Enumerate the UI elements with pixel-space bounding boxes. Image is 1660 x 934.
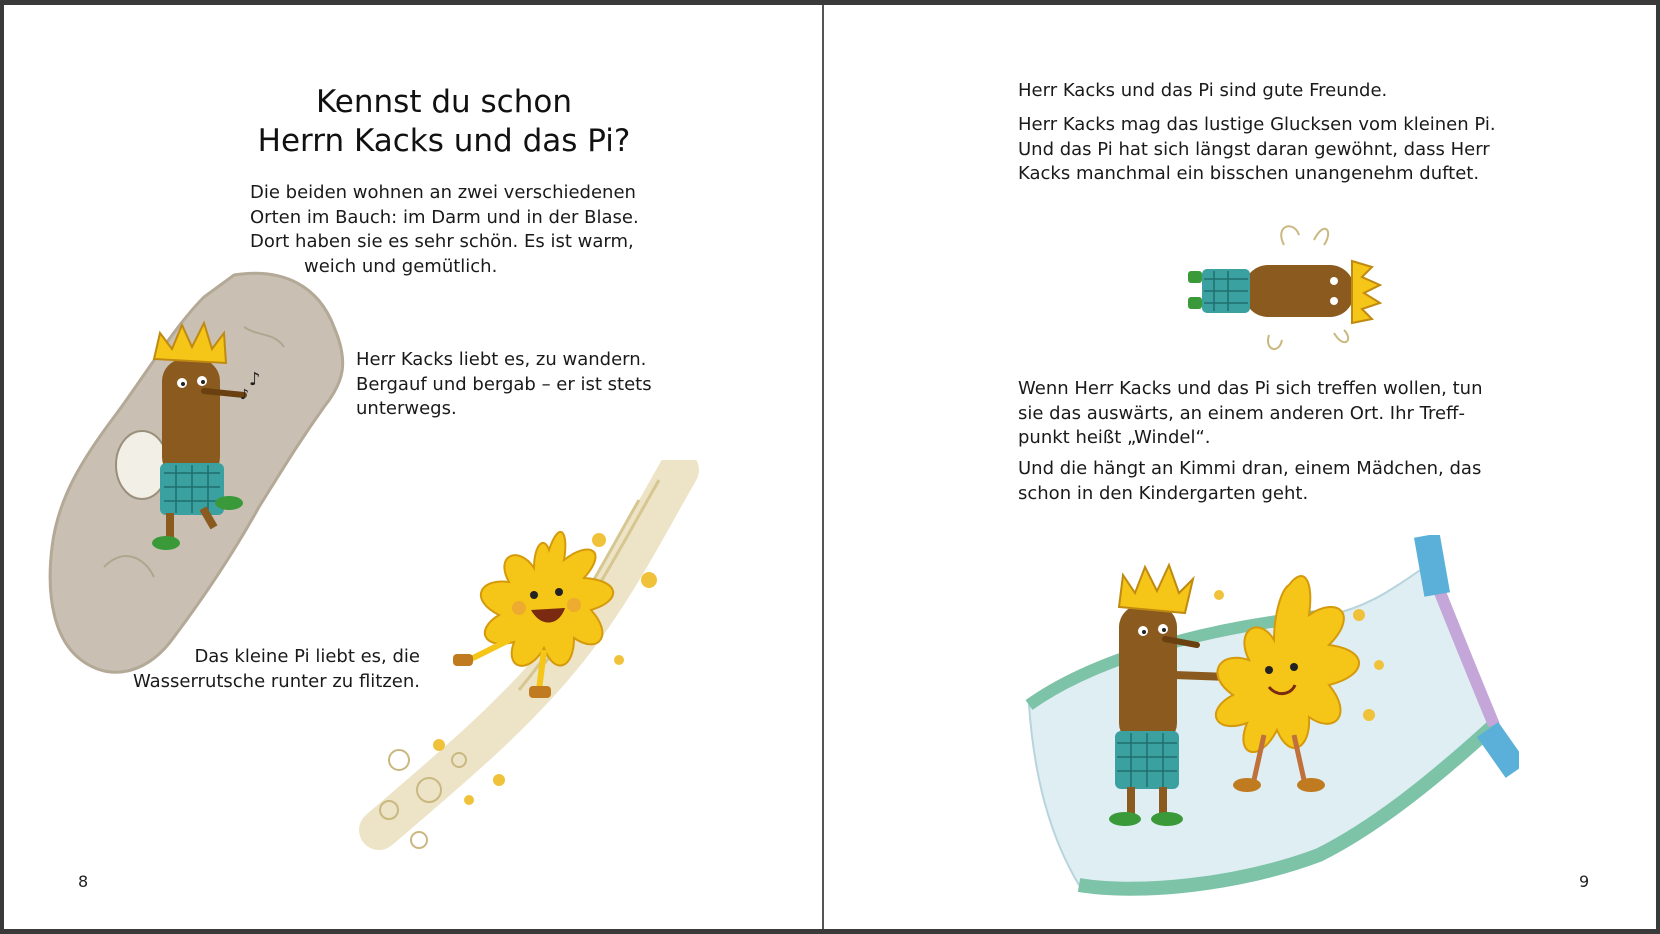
- friends-paragraph: [1018, 79, 1387, 104]
- slide-paragraph: [130, 645, 420, 694]
- right-page: [824, 5, 1656, 929]
- kimmi-paragraph: [1018, 457, 1481, 506]
- intro-paragraph: [250, 181, 639, 279]
- text-line: schon in den Kindergarten geht.: [1018, 482, 1309, 504]
- herr-kacks-climbing-illustration: [44, 267, 354, 682]
- text-line: Bergauf und bergab – er ist stets: [356, 373, 652, 395]
- text-line: Dort haben sie es sehr schön. Es ist warm,: [250, 231, 634, 252]
- text-line: punkt heißt „Windel“.: [1018, 427, 1211, 448]
- text-line: Und die hängt an Kimmi dran, einem Mädchen, das: [1018, 458, 1482, 479]
- text-line: unterwegs.: [356, 398, 457, 419]
- svg-text:♪: ♪: [240, 387, 249, 403]
- diaper-meeting-illustration: [1019, 535, 1519, 925]
- text-line: Die beiden wohnen an zwei verschiedenen: [250, 182, 636, 203]
- text-line: Wenn Herr Kacks und das Pi sich treffen wollen, tun: [1018, 378, 1483, 399]
- text-line: Herr Kacks liebt es, zu wandern.: [356, 349, 647, 370]
- page-number: 9: [1579, 872, 1590, 891]
- text-line: Wasserrutsche runter zu flitzen.: [132, 670, 420, 692]
- gurgle-paragraph: [1018, 113, 1496, 187]
- text-line: Herr Kacks und das Pi sind gute Freunde.: [1018, 80, 1388, 101]
- text-line: Herr Kacks mag das lustige Glucksen vom kleinen Pi.: [1018, 114, 1496, 135]
- book-spread: [4, 5, 1656, 929]
- title-line: Herrn Kacks und das Pi?: [257, 123, 631, 159]
- text-line: Das kleine Pi liebt es, die: [194, 646, 420, 667]
- page-title: [184, 83, 704, 161]
- text-line: Und das Pi hat sich längst daran gewöhnt, dass Herr: [1018, 138, 1490, 160]
- herr-kacks-lying-illustration: [1184, 215, 1394, 360]
- meeting-paragraph: [1018, 377, 1483, 451]
- svg-text:♪: ♪: [249, 369, 261, 390]
- title-line: Kennst du schon: [316, 84, 572, 120]
- text-line: sie das auswärts, an einem anderen Ort. Ihr Treff-: [1018, 402, 1465, 424]
- text-line: Orten im Bauch: im Darm und in der Blase.: [250, 206, 639, 228]
- text-line: Kacks manchmal ein bisschen unangenehm duftet.: [1018, 163, 1480, 184]
- page-number: 8: [78, 872, 89, 891]
- left-page: [4, 5, 822, 929]
- text-line: weich und gemütlich.: [304, 255, 498, 277]
- hiking-paragraph: [356, 348, 652, 422]
